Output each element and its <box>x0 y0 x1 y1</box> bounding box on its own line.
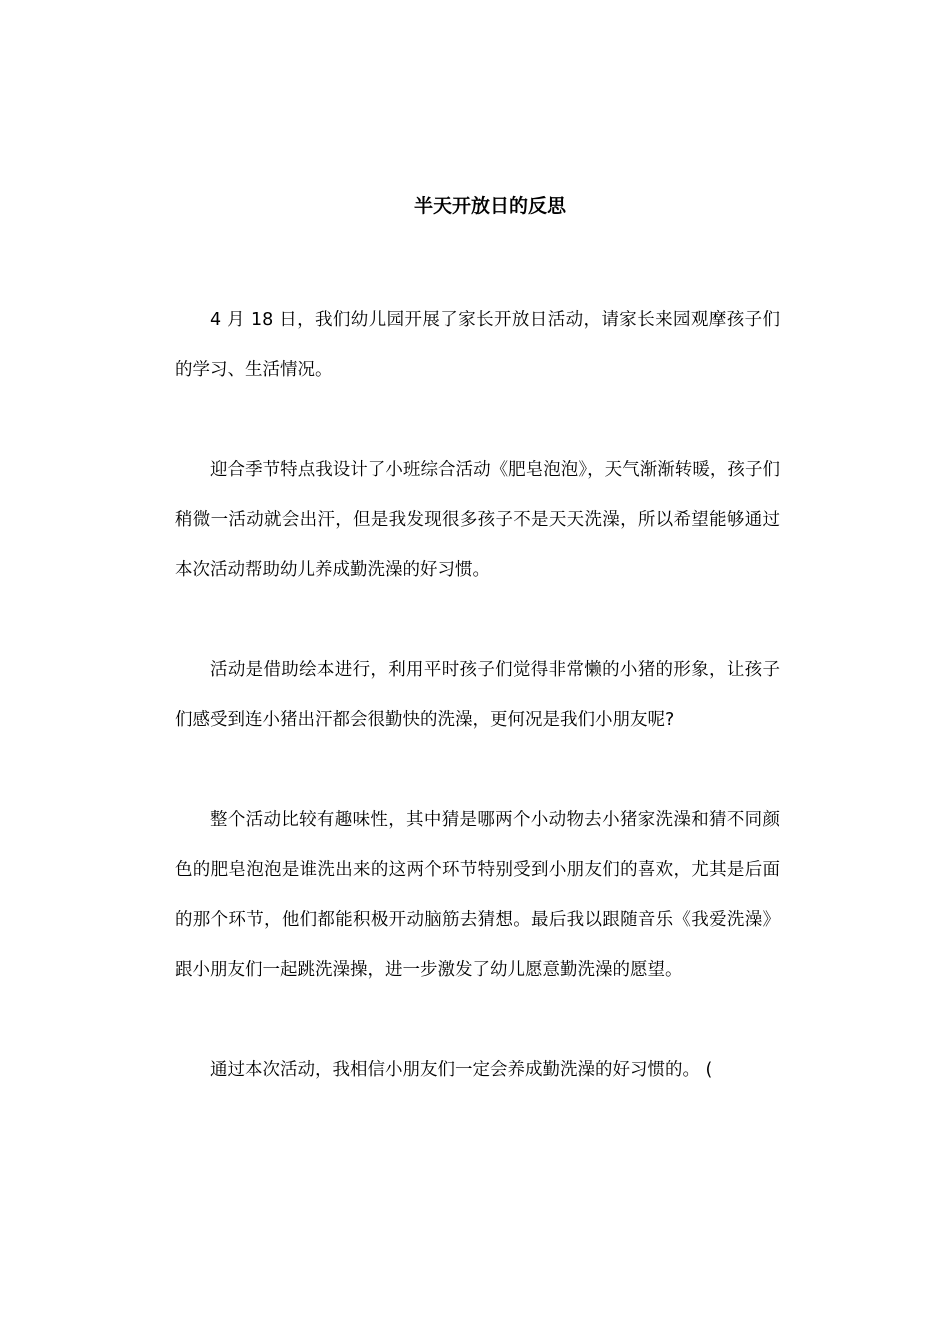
paragraph-activity-design: 迎合季节特点我设计了小班综合活动《肥皂泡泡》，天气渐渐转暖，孩子们稍微一活动就会出汗，但是我发现很多孩子不是天天洗澡，所以希望能够通过本次活动帮助幼儿养成勤洗澡的好习惯。 <box>175 460 780 580</box>
paragraph-picture-book: 活动是借助绘本进行，利用平时孩子们觉得非常懒的小猪的形象，让孩子们感受到连小猪出汗都会很勤快的洗澡，更何况是我们小朋友呢? <box>175 660 780 730</box>
document-body <box>175 295 780 1095</box>
paragraph-conclusion: 通过本次活动，我相信小朋友们一定会养成勤洗澡的好习惯的。 ( <box>210 1060 713 1080</box>
paragraph-activity-fun: 整个活动比较有趣味性，其中猜是哪两个小动物去小猪家洗澡和猜不同颜色的肥皂泡泡是谁洗出来的这两个环节特别受到小朋友们的喜欢，尤其是后面的那个环节，他们都能积极开动脑筋去猜想。最后我以跟随音乐《我爱洗澡》跟小朋友们一起跳洗澡操，进一步激发了幼儿愿意勤洗澡的愿望。 <box>175 810 780 980</box>
paragraph-open-day: 4 月 18 日，我们幼儿园开展了家长开放日活动，请家长来园观摩孩子们的学习、生活情况。 <box>175 310 780 380</box>
document-title: 半天开放日的反思 <box>413 195 566 217</box>
